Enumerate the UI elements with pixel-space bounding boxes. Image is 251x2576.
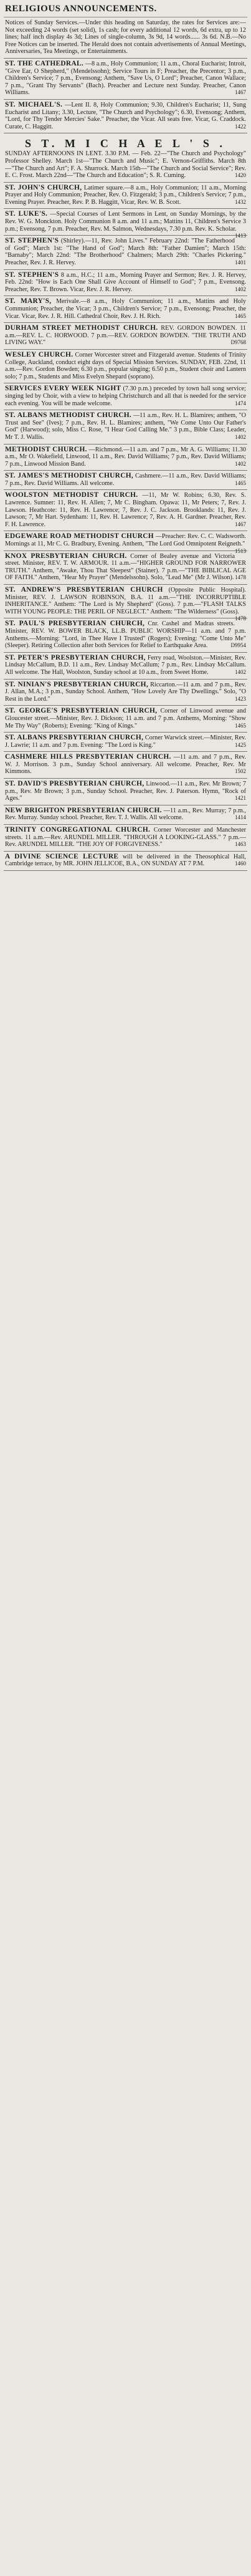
notice-body xyxy=(5,352,246,380)
notice-code: 1478 xyxy=(235,615,246,622)
notice-text: Notices of Sunday Services.—Under this heading on Saturday, the rates for Services are:—Not exceeding 24 words (set solid), 1s cash; for every additional 12 words, 6d extra, up to 12 lines; half inch display 4s 3d; Lines of single-column, 3s 9d, 14 words...... 3s 6d. N.B.—No Free Notices can be inserted. The Herald does not contain advertisements of Annual Meetings, Anniversaries, Tea Meetings, or Entertainments. xyxy=(5,19,246,55)
notice-body xyxy=(5,19,246,55)
notice-body xyxy=(5,446,246,468)
notice xyxy=(4,852,247,871)
notice-text: —11 a.m., Rev. H. L. Blamires; anthem, "O Trust and See" (Ives); 7 p.m., Rev. H. L. Blamires; anthem, "We Come Unto Our Father's God" (Harwood); solo, Miss C. Rose, "I Hear God Calling Me." 3 p.m., Bible Class; Leader, Mr T. J. Wallis. xyxy=(5,412,247,441)
notice-body xyxy=(5,620,246,649)
notice xyxy=(4,618,247,652)
notice-title: CASHMERE HILLS PRESBYTERIAN CHURCH. xyxy=(5,753,171,761)
notice-text: —11, Mr W. Robins; 6.30, Rev. S. Lawrence. Sumner: 11, Rev. H. Allen; 7, Mr C. Bingham. Opawa: 11, Mr Peters; 7, Rev. J. Lawson. Heathcote: 11, Rev. H. Lawrence; 7, Rev. J. C. Jackson. Brooklands: 11, Rev. J. Lawson; 7, Mr Hart. Sydenham: 11, Rev. H. Lawrence; 7, Rev. A. H. Gardner. Preacher, Rev. F. H. Lawrence. xyxy=(5,492,247,528)
notice-body xyxy=(5,827,246,848)
notice xyxy=(4,471,247,490)
notice-text: —Special Courses of Lent Sermons in Lent, on Sunday Mornings, by the Rev. W. G. Monckton. Holy Communion 8 a.m. and 11 a.m.; Mattins 11, Children's Service 3 p.m.; Evensong, 7 p.m. Preacher, Rev. M. Salmon, Wednesdays, 7.30 p.m. Rev. K. Scholar. xyxy=(5,211,246,233)
notice xyxy=(4,733,247,752)
notice-title: WESLEY CHURCH. xyxy=(5,350,73,358)
notice xyxy=(4,133,247,182)
notice-title: ST. ANDREW'S PRESBYTERIAN CHURCH xyxy=(5,586,163,594)
notice-body xyxy=(5,325,246,347)
notice-body xyxy=(5,185,246,206)
notice-title: ST. PETER'S PRESBYTERIAN CHURCH, xyxy=(5,653,146,661)
notice-code: 1465 xyxy=(235,479,246,486)
notice xyxy=(4,59,247,100)
notice-body xyxy=(5,586,246,622)
notice-code: 1465 xyxy=(235,722,246,729)
notice-body xyxy=(5,385,246,407)
notice-text: (Opposite Public Hospital). Minister, REV. J. LAWSON ROBINSON, B.A. 11 a.m.—"THE INCORRUPTIBLE INHERITANCE." Anthem: "The Lord is My Shepherd" (Goss). 7 p.m.—"FLASH TALKS WITH YOUNG PEOPLE: THE PERIL OF NEGLECT." Anthem: "The Wilderness" (Goss). xyxy=(5,587,246,615)
notice-text: REV. GORDON BOWDEN. 11 a.m.—REV. L. C. HORWOOD. 7 p.m.—REV. GORDON BOWDEN. "THE TRUTH AND LIVING WAY." xyxy=(5,325,247,347)
notice-body xyxy=(5,681,246,703)
notice-title: TRINITY CONGREGATIONAL CHURCH. xyxy=(5,826,151,834)
notice-text: —Richmond.—11 a.m. and 7 p.m., Mr A. G. Williams; 11.30 a.m., Mr O. Wakefield, Linwood, 11 a.m., Rev. David Williams; 7 p.m., Rev. David Williams; 7 p.m., Linwood Mission Band. xyxy=(5,446,246,468)
notice-title: ST. LUKE'S. xyxy=(5,210,48,218)
notice-body xyxy=(5,754,246,776)
notice-body xyxy=(5,272,246,294)
notice xyxy=(4,653,247,680)
notice-code: 1465 xyxy=(235,312,246,319)
notice-text: Riccarton.—11 a.m. and 7 p.m., Rev. J. Allan, M.A.; 3 p.m., Sunday School. Anthem, "How Lovely Are Thy Dwellings." Solo, "O Rest in the Lord." xyxy=(5,681,246,703)
notice-text: —8 a.m., Holy Communion; 11 a.m., Choral Eucharist; Introit, "Give Ear, O Shepherd," (Mendelssohn); Service Tours in F; Preacher, the Precentor; 3 p.m., Children's Service; 7 p.m., Evensong; Anthem, "Save Us, O Lord"; Preacher, Canon Wallace; 7 p.m., "Grant Thy Servants" (Bach). Preacher and Lecture next Sunday. Preacher, Canon Williams. xyxy=(5,60,247,97)
notice xyxy=(4,531,247,554)
notice-title: A DIVINE SCIENCE LECTURE xyxy=(5,852,119,860)
notice-body xyxy=(5,150,246,179)
notice-code: 1420 xyxy=(235,172,246,179)
notice xyxy=(4,706,247,733)
notice-body xyxy=(5,655,246,676)
notice-text: Cashmere.—11 a.m., Rev. David Williams; 7 p.m., Rev. David Williams. All welcome. xyxy=(5,473,246,487)
notice-title: ST. JOHN'S CHURCH, xyxy=(5,183,82,191)
notice-code: 1467 xyxy=(235,521,246,527)
notice-body xyxy=(5,532,247,554)
notice xyxy=(4,17,247,59)
notice-text: —11 a.m. and 7 p.m., Rev. W. J. Morrison. 3 p.m., Sunday School anniversary. All welcome. Preacher, Rev. Mr Kimmons. xyxy=(5,754,247,776)
notice-code: 1402 xyxy=(235,460,246,467)
notice xyxy=(4,680,247,706)
notice-code: 1402 xyxy=(235,433,246,440)
notice-title: ST. MARY'S, xyxy=(5,297,52,305)
notice-code: 1432 xyxy=(235,198,246,205)
notice-body xyxy=(5,412,246,441)
notice-body xyxy=(5,492,246,528)
notice-code: 1423 xyxy=(235,695,246,702)
notice-body xyxy=(5,708,246,729)
notice-title: EDGEWARE ROAD METHODIST CHURCH xyxy=(5,532,154,541)
notice-title: KNOX PRESBYTERIAN CHURCH. xyxy=(5,552,127,560)
notice-body xyxy=(5,807,246,822)
notice xyxy=(4,350,247,383)
notice-title: SERVICES EVERY WEEK NIGHT xyxy=(5,385,121,393)
notice-title: ST. DAVID'S PRESBYTERIAN CHURCH, xyxy=(5,780,144,788)
notice-code: 1422 xyxy=(235,123,246,130)
notice-code: D9954 xyxy=(230,642,246,649)
notice-code: 1401 xyxy=(235,259,246,266)
notice xyxy=(4,585,247,622)
notice-text: Merivale.—8 a.m., Holy Communion; 11 a.m., Mattins and Holy Communion; Preacher, the Vicar; 3 p.m., Children's Service; 7 p.m., Evensong; Preacher, the Vicar. Vicar, Rev. J. R. Hill. Cathedral Choir, Rev. J. H. Rich. xyxy=(5,298,246,320)
notice-title: ST. STEPHEN'S xyxy=(5,237,59,245)
notice xyxy=(4,296,247,323)
notice-text: Corner Warwick street.—Minister, Rev. J. Lawrie; 11 a.m. and 7 p.m. Evening: "The Lord is King." xyxy=(5,734,247,749)
notice-code: 1421 xyxy=(235,795,246,802)
notice xyxy=(4,383,247,410)
notice-title: ST. JAMES'S METHODIST CHURCH, xyxy=(5,472,134,480)
notice-title: METHODIST CHURCH. xyxy=(5,445,87,453)
page xyxy=(4,0,247,873)
notice xyxy=(4,779,247,805)
notice-code: 1414 xyxy=(235,814,246,821)
notice-body xyxy=(5,60,246,97)
notice xyxy=(4,445,247,471)
notice-text: Corner of Bealey avenue and Victoria street. Minister, REV. T. W. ARMOUR. 11 a.m.—"HIGHER GROUND FOR NARROWER TRUTH." Anthem, "Awake, Thou That Sleepest" (Stainer). 7 p.m.—"THE BIBLICAL AGE OF FAITH." Anthem, "Hear My Prayer" (Mendelssohn). Solo, "Lead Me" (Mr J. Wilson). xyxy=(5,552,246,582)
notice-code: 1425 xyxy=(235,741,246,748)
notice-body xyxy=(5,102,246,130)
notice-text: will be delivered in the Theosophical Hall, Cambridge terrace, by MR. JOHN JELLICOE, B.A., ON SUNDAY AT 7 P.M. xyxy=(5,853,246,868)
notice xyxy=(4,490,247,531)
notice-code: 1402 xyxy=(235,668,246,675)
notice-title: WOOLSTON METHODIST CHURCH. xyxy=(5,491,138,499)
notice xyxy=(4,551,247,585)
notice-title: NEW BRIGHTON PRESBYTERIAN CHURCH. xyxy=(5,806,162,814)
notice-code: 1413 xyxy=(235,233,246,239)
page-title: RELIGIOUS ANNOUNCEMENTS. xyxy=(4,2,247,17)
notice xyxy=(4,805,247,825)
notice-title: ST. ALBANS PRESBYTERIAN CHURCH, xyxy=(5,734,144,742)
notice-title: ST. NINIAN'S PRESBYTERIAN CHURCH, xyxy=(5,680,148,688)
notice-title: DURHAM STREET METHODIST CHURCH. xyxy=(5,324,158,332)
notice-title: ST. ALBANS METHODIST CHURCH. xyxy=(5,411,132,420)
notice-text: —11 a.m., Rev. Murray; 7 p.m., Rev. Murray. Sunday school. Preacher, Rev. T. J. Wallis. All welcome. xyxy=(5,807,247,822)
notice xyxy=(4,825,247,852)
notice xyxy=(4,410,247,444)
notice-code: 1502 xyxy=(235,768,246,775)
notice-text: (Shirley).—11, Rev. John Lives." February 22nd: "The Fatherhood of God"; March 1st: "The Hand of God"; March 8th: "Father Damien"; March 15th: "Barnaby"; March 22nd: "The Brotherhood" Chalmers; March 29th: "Charles Pickering." Preacher, Rev. J. R. Hervey. xyxy=(5,238,246,267)
notice-title: ST. PAUL'S PRESBYTERIAN CHURCH, xyxy=(5,620,145,628)
notice-body xyxy=(5,853,246,868)
notice xyxy=(4,100,247,133)
notice-text: —Lent II. 8, Holy Communion; 9.30, Children's Eucharist; 11, Sung Eucharist and Litany; 3.30, Lecture, "The Church and Psychology"; 6.30, Evensong; Anthem, "Lord, for Thy Tender Mercies' Sake." Preacher, the Vicar. All seats free. Vicar, G. Craddock. Curate, C. Haggitt. xyxy=(5,101,246,130)
notice-code: 1402 xyxy=(235,286,246,292)
notice xyxy=(4,183,247,209)
notice-body xyxy=(5,298,246,320)
notice-code: 1513 xyxy=(235,547,246,554)
notice-code: 1460 xyxy=(235,860,246,867)
notice-text: Linwood.—11 a.m., Rev. Mr Brown; 7 p.m., Rev. Mr Brown; 3 p.m., Sunday School. Preacher, Rev. J. Paterson. Hymn, "Rock of Ages." xyxy=(5,781,246,802)
notice-text: Corner Worcester street and Fitzgerald avenue. Students of Trinity College, Auckland, conduct eight days of Special Mission Services. SUNDAY, FEB. 22nd, 11 a.m.—Rev. Gordon Bowden; 6.30 p.m., popular singing; 6.50 p.m., Student choir and Lantern solo; 7 p.m., Students and Miss Evelyn Shepard (soprano). xyxy=(5,351,246,380)
notice xyxy=(4,270,247,297)
notice-text: 8 a.m., H.C.; 11 a.m., Morning Prayer and Sermon; Rev. J. R. Hervey, Feb. 22nd: "How is Each One Shall Give Account of Himself to God"; 7 p.m., Evensong. Preacher, Rev. T. Brown. Vicar, Rev. J. R. Hervey. xyxy=(5,271,246,293)
notice-text: Cnr. Cashel and Madras streets. Minister, REV. W. BOWER BLACK, LL.B. PUBLIC WORSHIP—11 a.m. and 7 p.m. Anthems.—Morning: "Lord, in Thee Have I Trusted" (Rogers); Evening: "Come Unto Me" (Sleeper). Retiring Collection after both Services for Relief to Earthquake Area. xyxy=(5,620,246,650)
notice-heading: S T. M I C H A E L ' S . xyxy=(25,137,226,150)
notice-code: 1467 xyxy=(235,89,246,96)
notice-text: Corner Worcester and Manchester streets. 11 a.m.—Rev. ARUNDEL MILLER. "THROUGH A LOOKING-GLASS." 7 p.m.—Rev. ARUNDEL MILLER. "THE JOY OF FORGIVENESS." xyxy=(5,827,247,848)
notice-code: 1474 xyxy=(235,400,246,406)
notice-body xyxy=(5,734,246,749)
notice-text: SUNDAY AFTERNOONS IN LENT. 3.30 P.M. — Feb. 22—"The Church and Psychology" Professor Shelley. March 1st—"The Church and Music"; E. Vernon-Griffiths. March 8th—"The Church and Art"; F. A. Shurrock. March 15th—"The Church and Social Service"; Rev. E. C. Frost. March 22nd—"The Church and Education"; S. R. Cuming. xyxy=(5,150,246,180)
notices-list xyxy=(4,17,247,871)
notice-title: ST. GEORGE'S PRESBYTERIAN CHURCH, xyxy=(5,707,158,715)
notice-title: ST. THE CATHEDRAL. xyxy=(5,59,84,67)
notice-body xyxy=(5,210,246,239)
notice-code: 1478 xyxy=(235,574,246,581)
notice-body xyxy=(5,553,246,582)
notice-title: ST. MICHAEL'S. xyxy=(5,100,63,108)
notice xyxy=(4,209,247,239)
notice-body xyxy=(5,781,246,802)
notice-code: D9768 xyxy=(230,339,246,346)
notice-text: (7.30 p.m.) preceded by town hall song service; singing led by Choir, with a view to helping Christchurch and all that is needed for the service each evening. You will be made welcome. xyxy=(5,385,247,407)
notice-text: —Preacher: Rev. C. C. Wadsworth. Mornings at 11, Mr C. G. Bradbury, Evening. Anthem, "The Lord God Omnipotent Reigneth." xyxy=(5,533,247,548)
notice-code: 1463 xyxy=(235,841,246,848)
notice-body xyxy=(5,238,246,266)
notice-text: Latimer square.—8 a.m., Holy Communion; 11 a.m., Morning Prayer and Holy Communion; Preacher, Rev. O. Fitzgerald; 3 p.m., Children's Service; 7 p.m., Evening Prayer. Preacher, Rev. P. B. Haggitt, Vicar, Rev. W. B. Scott. xyxy=(5,184,247,206)
notice-title: ST. STEPHEN'S xyxy=(5,271,59,279)
notice xyxy=(4,236,247,269)
notice-text: Ferry road, Woolston.—Minister, Rev. Lindsay McCallum, B.D. 11 a.m., Rev. Lindsay McCallum; 7 p.m., Rev. Lindsay McCallum. All welcome. The Hall, Woolston, Sunday school at 10 a.m., from Sweet Home. xyxy=(5,654,246,676)
notice-body xyxy=(5,473,246,487)
notice-text: Corner of Linwood avenue and Gloucester street.—Minister, Rev. J. Dickson; 11 a.m. and 7 p.m. Anthems, Morning: "Show Me Thy Way" (Roberts); Evening: "King of Kings." xyxy=(5,708,247,729)
notice xyxy=(4,752,247,779)
notice xyxy=(4,323,247,350)
